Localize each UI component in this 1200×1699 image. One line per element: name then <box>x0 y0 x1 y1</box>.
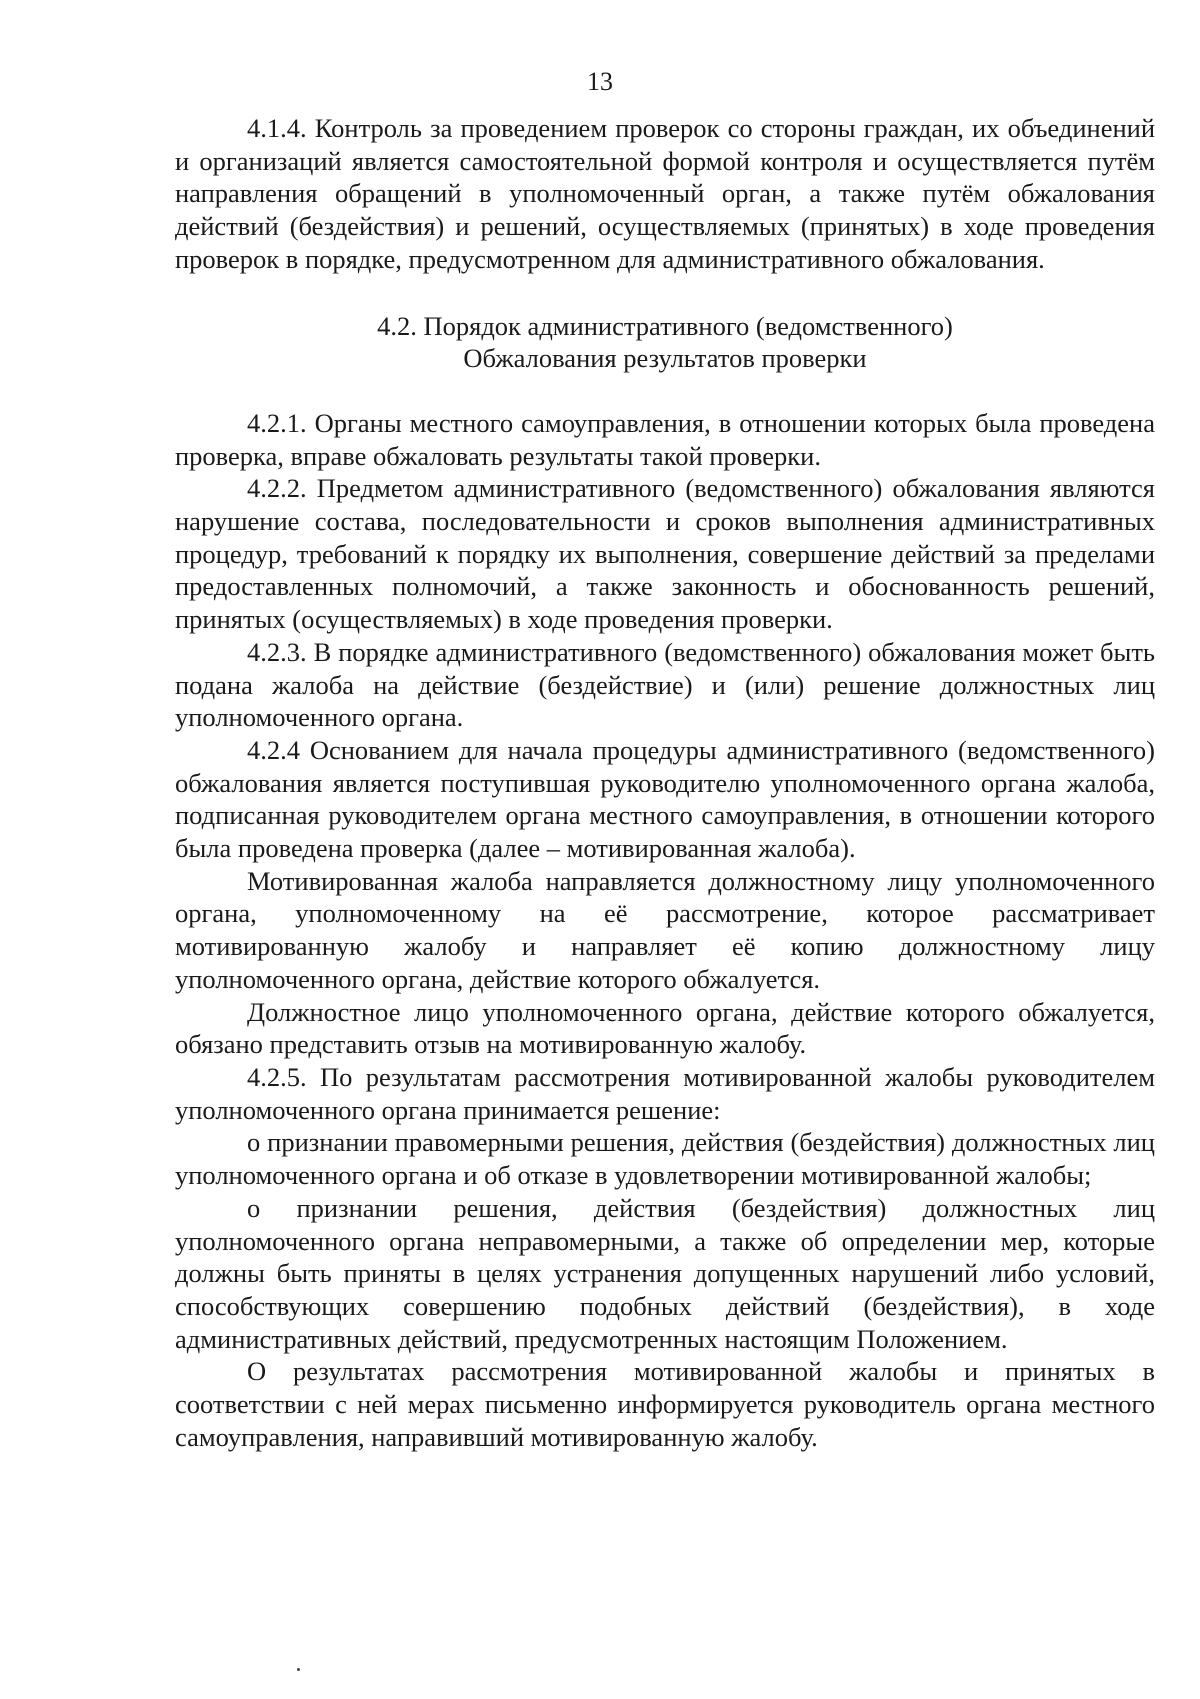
paragraph-decision-lawful: о признании правомерными решения, действия (бездействия) должностных лиц уполномоченного органа и об отказе в удовлетворении мотивированной жалобы; <box>175 1127 1155 1191</box>
scan-dot-mark <box>297 1668 300 1671</box>
paragraph-complaint-forwarding: Мотивированная жалоба направляется должностному лицу уполномоченного органа, уполномоченному на её рассмотрение, которое рассматривает мотивированную жалобу и направляет её копию должностному лицу уполномоченного органа, действие которого обжалуется. <box>175 865 1155 994</box>
paragraph-4-2-4: 4.2.4 Основанием для начала процедуры административного (ведомственного) обжалования является поступившая руководителю уполномоченного органа жалоба, подписанная руководителем органа местного самоуправления, в отношении которого была проведена проверка (далее – мотивированная жалоба). <box>175 734 1155 864</box>
section-heading-4-2 <box>175 310 1155 375</box>
paragraph-4-2-3: 4.2.3. В порядке административного (ведомственного) обжалования может быть подана жалоба на действие (бездействие) и (или) решение должностных лиц уполномоченного органа. <box>175 636 1155 733</box>
paragraph-4-1-4: 4.1.4. Контроль за проведением проверок со стороны граждан, их объединений и организаций является самостоятельной формой контроля и осуществляется путём направления обращений в уполномоченный орган, а также путём обжалования действий (бездействия) и решений, осуществляемых (принятых) в ходе проведения проверок в порядке, предусмотренном для административного обжалования. <box>175 113 1155 274</box>
page-number: 13 <box>587 67 613 96</box>
paragraph-4-2-5: 4.2.5. По результатам рассмотрения мотивированной жалобы руководителем уполномоченного органа принимается решение: <box>175 1061 1155 1125</box>
paragraph-4-2-1: 4.2.1. Органы местного самоуправления, в отношении которых была проведена проверка, вправе обжаловать результаты такой проверки. <box>175 407 1155 471</box>
paragraph-official-response: Должностное лицо уполномоченного органа, действие которого обжалуется, обязано представить отзыв на мотивированную жалобу. <box>175 996 1155 1060</box>
paragraph-4-2-2: 4.2.2. Предметом административного (ведомственного) обжалования являются нарушение состава, последовательности и сроков выполнения административных процедур, требований к порядку их выполнения, совершение действий за пределами предоставленных полномочий, а также законность и обоснованность решений, принятых (осуществляемых) в ходе проведения проверки. <box>175 473 1155 635</box>
section-heading-line-2: Обжалования результатов проверки <box>463 343 867 374</box>
paragraph-notification: О результатах рассмотрения мотивированной жалобы и принятых в соответствии с ней мерах письменно информируется руководитель органа местного самоуправления, направивший мотивированную жалобу. <box>175 1356 1155 1452</box>
paragraph-decision-unlawful: о признании решения, действия (бездействия) должностных лиц уполномоченного органа неправомерными, а также об определении мер, которые должны быть приняты в целях устранения допущенных нарушений либо условий, способствующих совершению подобных действий (бездействия), в ходе административных действий, предусмотренных настоящим Положением. <box>175 1192 1155 1354</box>
document-body <box>175 112 1155 1453</box>
section-heading-line-1: 4.2. Порядок административного (ведомственного) <box>377 310 953 341</box>
